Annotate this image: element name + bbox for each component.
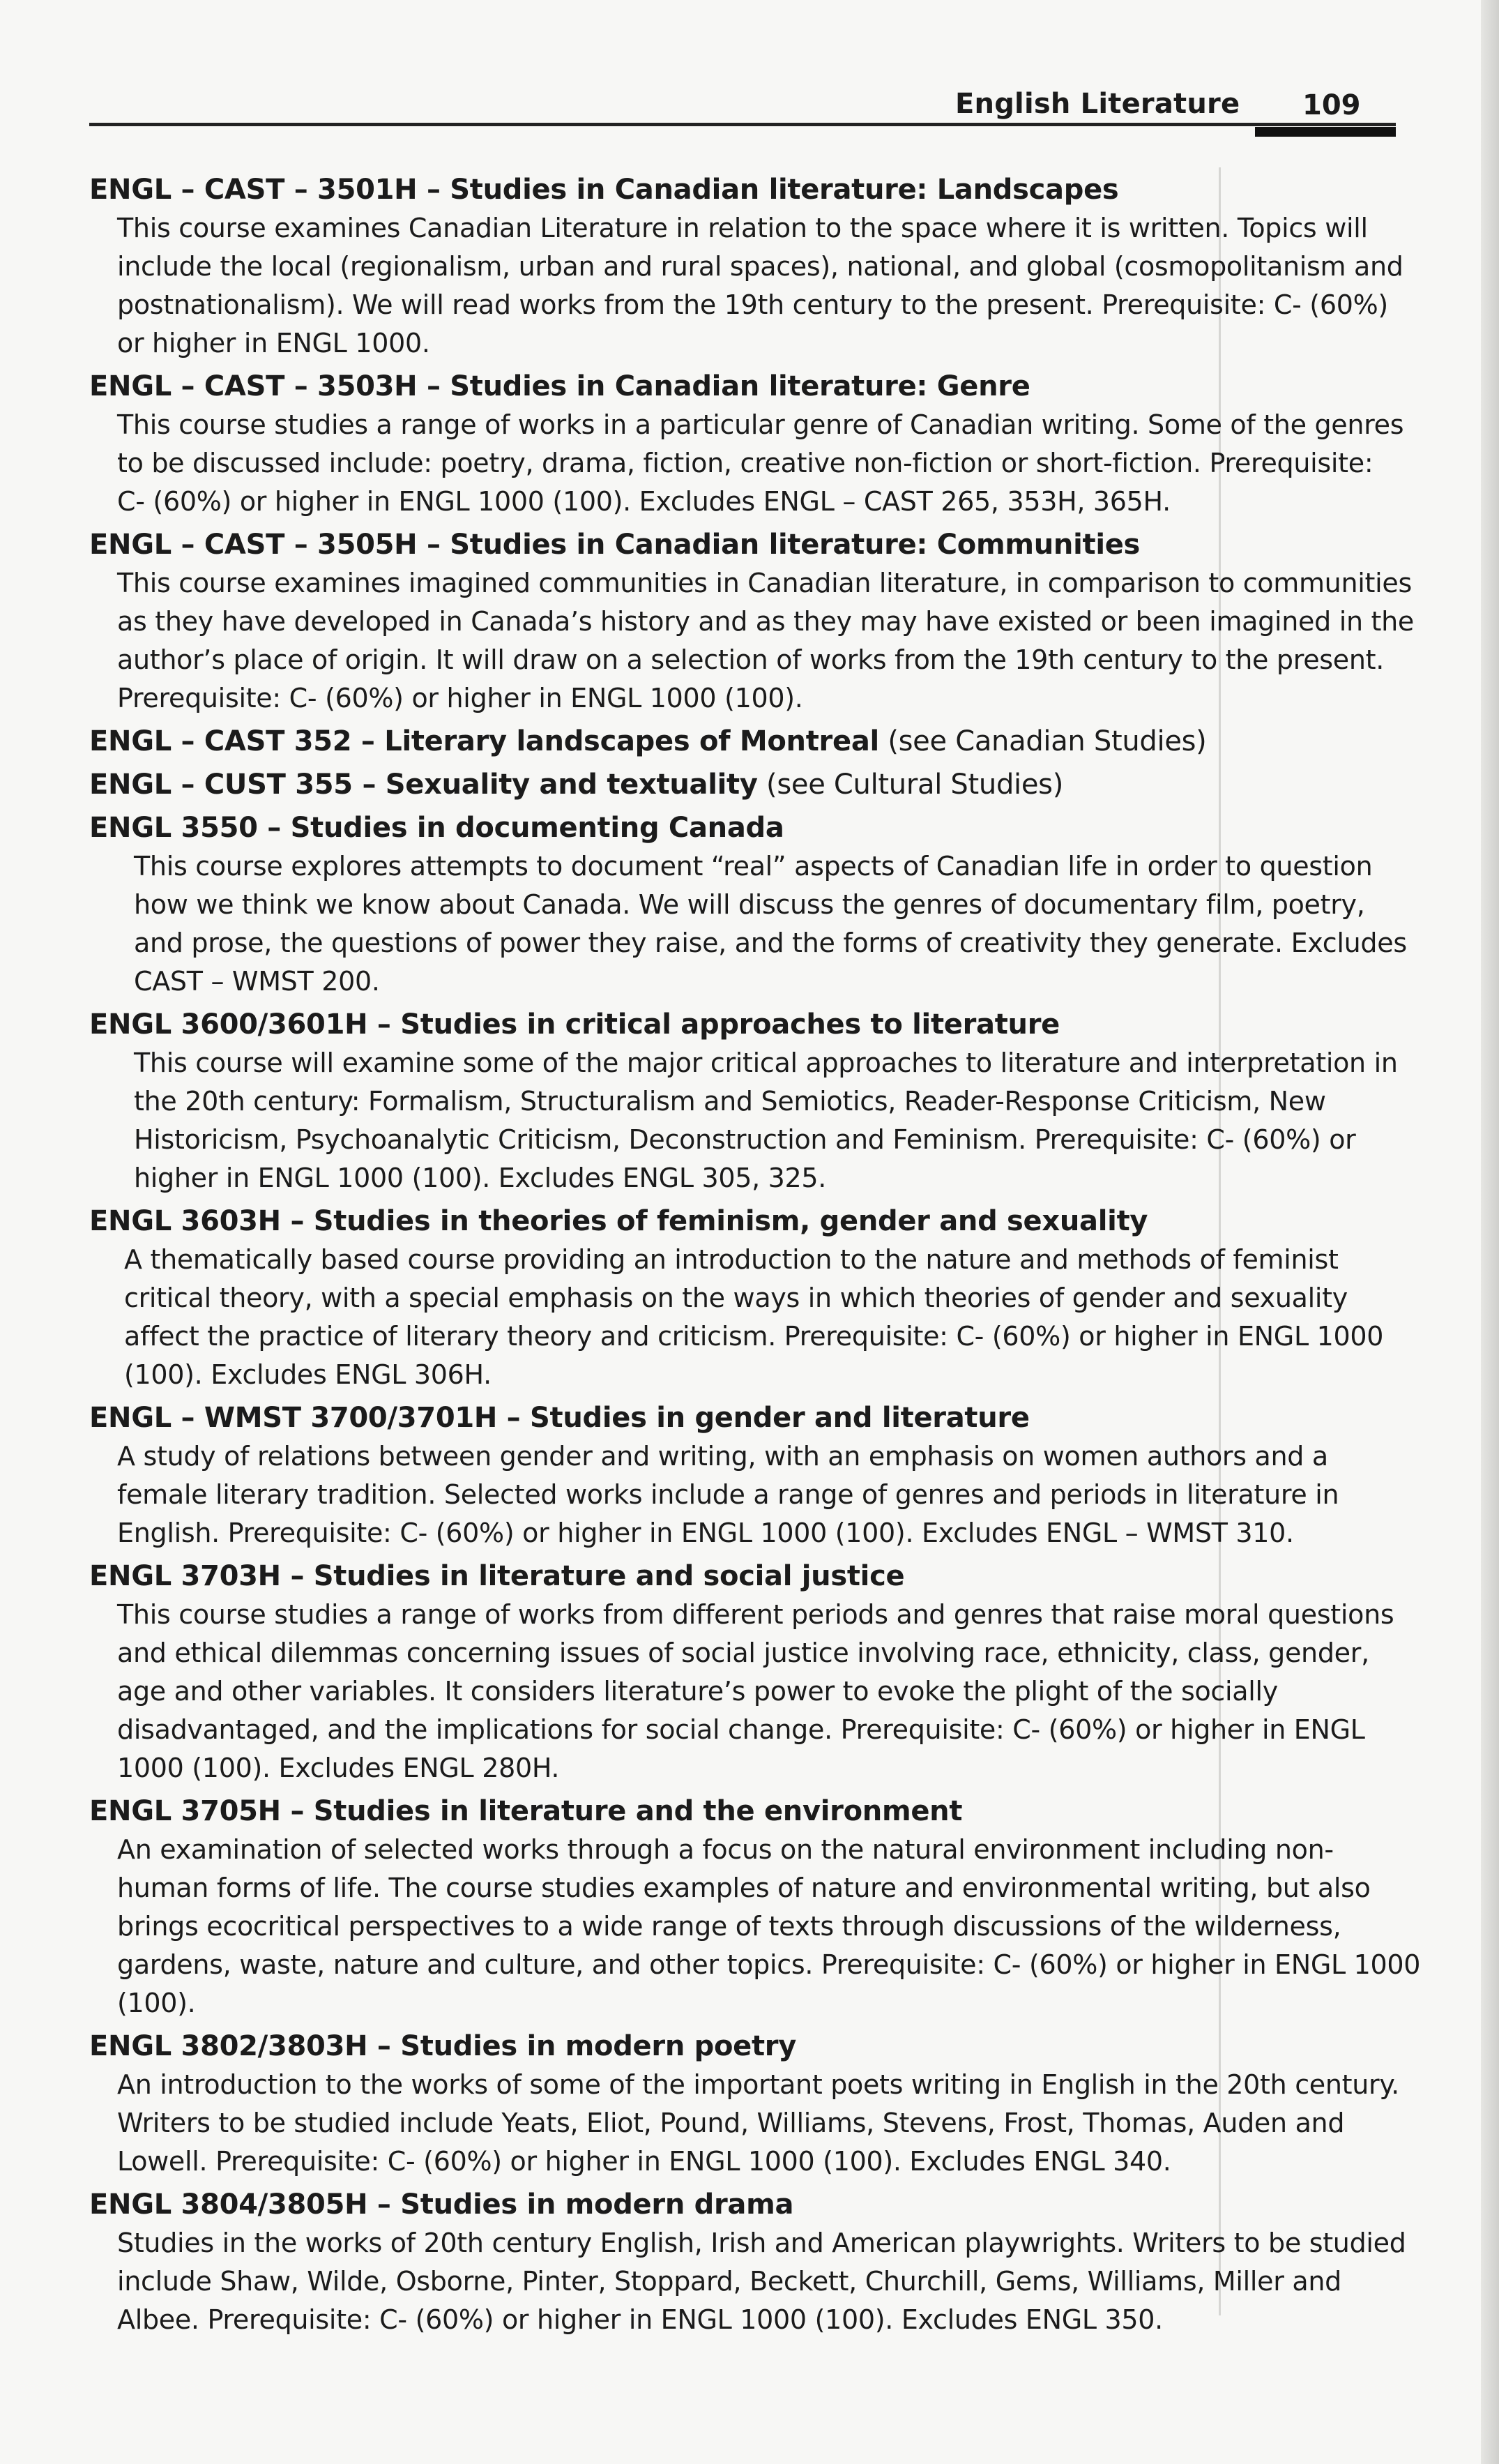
description-line: postnationalism). We will read works from the 19th century to the present. Prerequisite: C- (60%)	[117, 289, 1388, 320]
course-entry	[89, 1005, 1404, 1197]
description-line: Prerequisite: C- (60%) or higher in ENGL 1000 (100).	[117, 683, 803, 713]
course-title	[89, 2185, 1404, 2224]
course-description	[89, 1044, 1404, 1197]
course-code-and-name: ENGL – CAST – 3505H – Studies in Canadian literature: Communities	[89, 529, 1141, 561]
description-line: This course studies a range of works in a particular genre of Canadian writing. Some of the genres	[117, 409, 1404, 440]
description-line: An introduction to the works of some of the important poets writing in English in the 20th century.	[117, 2069, 1399, 2100]
course-title	[89, 1398, 1404, 1437]
description-line: brings ecocritical perspectives to a wide range of texts through discussions of the wilderness,	[117, 1911, 1341, 1942]
course-code-and-name: ENGL – CUST 355 – Sexuality and textuality	[89, 769, 758, 801]
course-code-and-name: ENGL 3802/3803H – Studies in modern poetry	[89, 2030, 796, 2062]
description-line: include the local (regionalism, urban and rural spaces), national, and global (cosmopolitanism and	[117, 251, 1403, 282]
course-entry	[89, 525, 1414, 718]
course-entry	[89, 367, 1404, 521]
header-rule	[89, 123, 1396, 126]
running-header-title: English Literature	[955, 88, 1240, 120]
course-listing	[89, 170, 1421, 2343]
course-description	[89, 564, 1414, 718]
description-line: how we think we know about Canada. We will discuss the genres of documentary film, poetry,	[134, 889, 1365, 920]
description-line: This course examines imagined communities in Canadian literature, in comparison to communities	[117, 568, 1412, 598]
description-line: and ethical dilemmas concerning issues of social justice involving race, ethnicity, class, gender,	[117, 1638, 1369, 1668]
description-line: human forms of life. The course studies examples of nature and environmental writing, but also	[117, 1873, 1371, 1903]
course-entry	[89, 808, 1407, 1001]
course-entry	[89, 1792, 1421, 2023]
description-line: Lowell. Prerequisite: C- (60%) or higher in ENGL 1000 (100). Excludes ENGL 340.	[117, 2146, 1171, 2177]
description-line: A thematically based course providing an introduction to the nature and methods of feminist	[124, 1244, 1339, 1275]
course-entry	[89, 1398, 1404, 1552]
description-line: author’s place of origin. It will draw on a selection of works from the 19th century to the present.	[117, 644, 1385, 675]
cross-reference: (see Cultural Studies)	[757, 769, 1064, 801]
course-title	[89, 722, 1404, 761]
description-line: age and other variables. It considers literature’s power to evoke the plight of the socially	[117, 1676, 1278, 1707]
description-line: Albee. Prerequisite: C- (60%) or higher in ENGL 1000 (100). Excludes ENGL 350.	[117, 2304, 1163, 2335]
cross-reference: (see Canadian Studies)	[878, 725, 1207, 757]
description-line: the 20th century: Formalism, Structuralism and Semiotics, Reader-Response Criticism, New	[134, 1086, 1326, 1117]
description-line: 1000 (100). Excludes ENGL 280H.	[117, 1753, 560, 1783]
description-line: A study of relations between gender and writing, with an emphasis on women authors and a	[117, 1441, 1328, 1472]
description-line: gardens, waste, nature and culture, and other topics. Prerequisite: C- (60%) or higher in ENGL 1000	[117, 1949, 1421, 1980]
course-code-and-name: ENGL 3600/3601H – Studies in critical approaches to literature	[89, 1008, 1060, 1041]
course-entry	[89, 765, 1404, 804]
course-description	[89, 209, 1404, 363]
description-line: This course examines Canadian Literature in relation to the space where it is written. Topics will	[117, 213, 1368, 243]
description-line: English. Prerequisite: C- (60%) or higher in ENGL 1000 (100). Excludes ENGL – WMST 310.	[117, 1518, 1294, 1548]
course-entry	[89, 170, 1404, 363]
course-entry	[89, 1202, 1404, 1394]
course-code-and-name: ENGL 3804/3805H – Studies in modern drama	[89, 2189, 794, 2221]
description-line: An examination of selected works through a focus on the natural environment including non-	[117, 1834, 1334, 1865]
description-line: as they have developed in Canada’s history and as they may have existed or been imagined in the	[117, 606, 1414, 637]
course-description	[89, 406, 1404, 521]
description-line: This course explores attempts to document “real” aspects of Canadian life in order to question	[134, 851, 1373, 882]
description-line: and prose, the questions of power they raise, and the forms of creativity they generate. Excludes	[134, 928, 1407, 958]
course-code-and-name: ENGL 3703H – Studies in literature and social justice	[89, 1560, 905, 1592]
course-code-and-name: ENGL – CAST – 3503H – Studies in Canadian literature: Genre	[89, 370, 1030, 402]
course-code-and-name: ENGL – CAST 352 – Literary landscapes of Montreal	[89, 725, 879, 757]
course-description	[89, 1596, 1404, 1787]
course-code-and-name: ENGL – WMST 3700/3701H – Studies in gender and literature	[89, 1402, 1030, 1434]
description-line: to be discussed include: poetry, drama, fiction, creative non-fiction or short-fiction. Prerequisite:	[117, 448, 1374, 478]
description-line: higher in ENGL 1000 (100). Excludes ENGL 305, 325.	[134, 1163, 827, 1193]
course-title	[89, 525, 1404, 564]
page-edge-shadow	[1481, 0, 1499, 2464]
course-code-and-name: ENGL 3550 – Studies in documenting Canada	[89, 812, 784, 844]
course-entry	[89, 722, 1404, 761]
course-title	[89, 170, 1404, 209]
course-entry	[89, 1557, 1404, 1787]
description-line: This course studies a range of works from different periods and genres that raise moral questions	[117, 1599, 1394, 1630]
description-line: Writers to be studied include Yeats, Eliot, Pound, Williams, Stevens, Frost, Thomas, Auden and	[117, 2108, 1345, 2138]
course-description	[89, 1241, 1404, 1394]
description-line: This course will examine some of the major critical approaches to literature and interpretation in	[134, 1048, 1398, 1078]
description-line: C- (60%) or higher in ENGL 1000 (100). Excludes ENGL – CAST 265, 353H, 365H.	[117, 486, 1171, 517]
course-entry	[89, 2185, 1404, 2339]
description-line: include Shaw, Wilde, Osborne, Pinter, Stoppard, Beckett, Churchill, Gems, Williams, Miller and	[117, 2266, 1341, 2297]
course-description	[89, 847, 1407, 1001]
description-line: critical theory, with a special emphasis on the ways in which theories of gender and sexuality	[124, 1283, 1348, 1313]
description-line: Historicism, Psychoanalytic Criticism, Deconstruction and Feminism. Prerequisite: C- (60%) or	[134, 1124, 1356, 1155]
course-title	[89, 1557, 1404, 1596]
page-number: 109	[1302, 89, 1361, 121]
course-title	[89, 1202, 1404, 1241]
course-title	[89, 765, 1404, 804]
course-title	[89, 808, 1404, 847]
course-description	[89, 1437, 1404, 1552]
course-title	[89, 2027, 1404, 2066]
course-code-and-name: ENGL 3705H – Studies in literature and the environment	[89, 1795, 963, 1827]
course-code-and-name: ENGL 3603H – Studies in theories of feminism, gender and sexuality	[89, 1205, 1148, 1237]
course-description	[89, 2224, 1404, 2339]
description-line: affect the practice of literary theory and criticism. Prerequisite: C- (60%) or higher in ENGL 1000	[124, 1321, 1384, 1352]
course-title	[89, 367, 1404, 406]
course-title	[89, 1005, 1404, 1044]
header-tab-bar	[1255, 127, 1396, 137]
course-description	[89, 1831, 1421, 2023]
course-entry	[89, 2027, 1404, 2181]
course-code-and-name: ENGL – CAST – 3501H – Studies in Canadian literature: Landscapes	[89, 174, 1119, 206]
description-line: or higher in ENGL 1000.	[117, 328, 430, 358]
description-line: (100). Excludes ENGL 306H.	[124, 1359, 492, 1390]
course-title	[89, 1792, 1404, 1831]
description-line: (100).	[117, 1988, 196, 2018]
description-line: disadvantaged, and the implications for social change. Prerequisite: C- (60%) or higher in ENGL	[117, 1714, 1365, 1745]
description-line: CAST – WMST 200.	[134, 966, 380, 997]
course-description	[89, 2066, 1404, 2181]
description-line: Studies in the works of 20th century English, Irish and American playwrights. Writers to be studied	[117, 2228, 1406, 2258]
description-line: female literary tradition. Selected works include a range of genres and periods in literature in	[117, 1479, 1339, 1510]
